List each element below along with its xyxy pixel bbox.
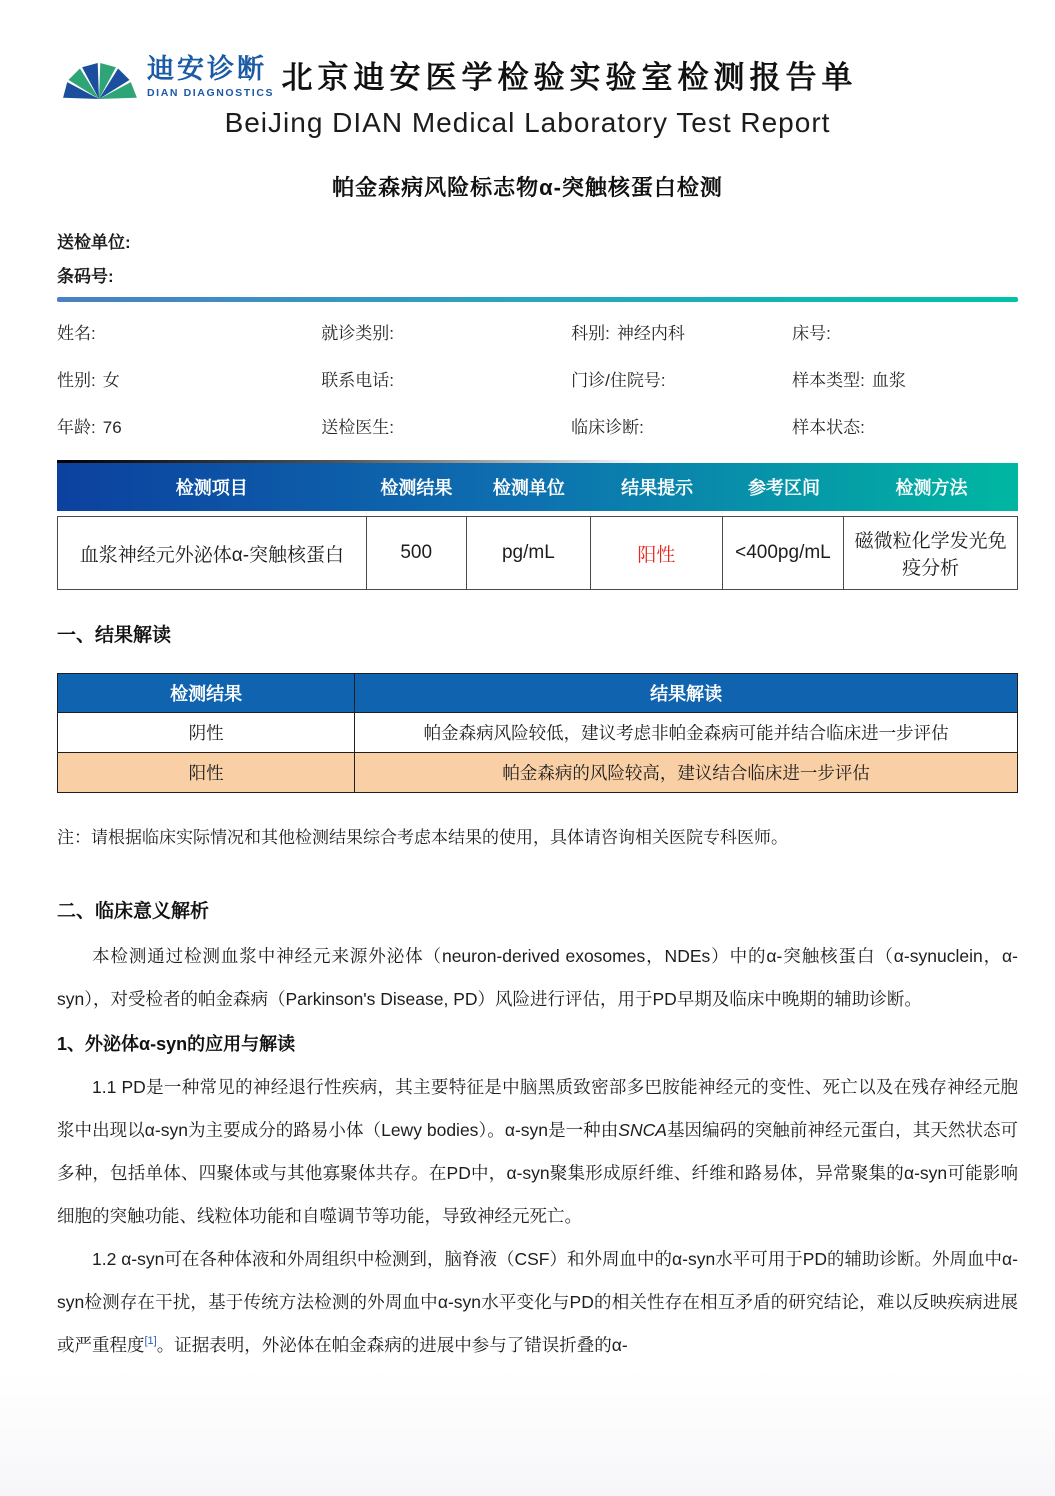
col-header-flag: 结果提示	[621, 478, 694, 498]
result-value: 500	[367, 517, 467, 589]
barcode-label: 条码号:	[57, 267, 114, 286]
report-header	[0, 0, 1055, 202]
bottom-fade	[0, 1366, 1055, 1496]
col-header-unit: 检测单位	[492, 478, 565, 498]
gradient-divider	[57, 297, 1018, 302]
interpretation-row-negative: 阴性 帕金森病风险较低，建议考虑非帕金森病可能并结合临床进一步评估	[58, 712, 1017, 752]
field-doctor: 送检医生:	[321, 418, 394, 437]
paragraph-1-2: 1.2 α-syn可在各种体液和外周组织中检测到，脑脊液（CSF）和外周血中的α-syn水平可用于PD的辅助诊断。外周血中α-syn检测存在干扰，基于传统方法检测的外周血中α-syn水平变化与PD的相关性存在相互矛盾的研究结论，难以反映疾病进展或严重程度[1]。证据表明，外泌体在帕金森病的进展中参与了错误折叠的α-	[57, 1249, 1018, 1355]
field-outpatient-no: 门诊/住院号:	[571, 371, 666, 390]
interpretation-header	[58, 674, 1017, 712]
field-phone: 联系电话:	[321, 371, 394, 390]
note-text: 注：请根据临床实际情况和其他检测结果综合考虑本结果的使用，具体请咨询相关医院专科医师。	[57, 828, 788, 847]
interp-col-reading: 结果解读	[650, 684, 723, 704]
report-title-cn: 北京迪安医学检验实验室检测报告单	[281, 60, 858, 95]
barcode-row	[57, 260, 1018, 294]
result-unit: pg/mL	[467, 517, 592, 589]
clinical-intro-paragraph: 本检测通过检测血浆中神经元来源外泌体（neuron-derived exosomes，NDEs）中的α-突触核蛋白（α-synuclein，α-syn），对受检者的帕金森病（Parkinson's Disease, PD）风险进行评估，用于PD早期及临床中晚期的辅助诊断。	[57, 946, 1018, 1009]
brand-name-cn: 迪安诊断	[147, 54, 267, 84]
col-header-item: 检测项目	[175, 478, 248, 498]
result-flag: 阳性	[591, 517, 722, 589]
result-reference: <400pg/mL	[723, 517, 845, 589]
results-table	[57, 460, 1018, 590]
section1-heading: 一、结果解读	[57, 625, 172, 646]
results-table-header	[57, 463, 1018, 511]
interp-col-result: 检测结果	[58, 674, 355, 712]
col-header-method: 检测方法	[895, 478, 968, 498]
results-table-row	[57, 516, 1018, 590]
field-sample-type: 样本类型: 血浆	[792, 371, 906, 390]
paragraph-1-1: 1.1 PD是一种常见的神经退行性疾病，其主要特征是中脑黑质致密部多巴胺能神经元的变性、死亡以及在残存神经元胞浆中出现以α-syn为主要成分的路易小体（Lewy bodies）。α-syn是一种由SNCA基因编码的突触前神经元蛋白，其天然状态可多种，包括单体、四聚体或与其他寡聚体共存。在PD中，α-syn聚集形成原纤维、纤维和路易体，异常聚集的α-syn可能影响细胞的突触功能、线粒体功能和自噬调节等功能，导致神经元死亡。	[57, 1077, 1019, 1226]
brand-name-en: DIAN DIAGNOSTICS	[147, 86, 275, 99]
field-visit-type: 就诊类别:	[321, 324, 394, 343]
field-clinical-diagnosis: 临床诊断:	[571, 418, 644, 437]
result-item: 血浆神经元外泌体α-突触核蛋白	[58, 517, 367, 589]
field-sex: 性别: 女	[57, 371, 120, 390]
interpretation-row-positive: 阳性 帕金森病的风险较高，建议结合临床进一步评估	[58, 752, 1017, 792]
patient-info-grid	[57, 308, 1018, 449]
field-bed-no: 床号:	[792, 324, 831, 343]
meta-block	[57, 226, 1018, 294]
col-header-reference: 参考区间	[747, 478, 820, 498]
field-age: 年龄: 76	[57, 418, 122, 437]
report-title-en: BeiJing DIAN Medical Laboratory Test Report	[224, 107, 831, 138]
subsection1-heading: 1、外泌体α-syn的应用与解读	[57, 1034, 296, 1054]
result-method: 磁微粒化学发光免疫分析	[854, 531, 1007, 579]
sender-unit-label: 送检单位:	[57, 233, 131, 252]
interpretation-table	[57, 673, 1018, 793]
field-name: 姓名:	[57, 324, 96, 343]
field-sample-status: 样本状态:	[792, 418, 865, 437]
sender-unit-row	[57, 226, 1018, 260]
report-subtitle: 帕金森病风险标志物α-突触核蛋白检测	[332, 175, 723, 200]
col-header-result: 检测结果	[380, 478, 453, 498]
section2-heading: 二、临床意义解析	[57, 901, 210, 922]
field-department: 科别: 神经内科	[571, 324, 685, 343]
